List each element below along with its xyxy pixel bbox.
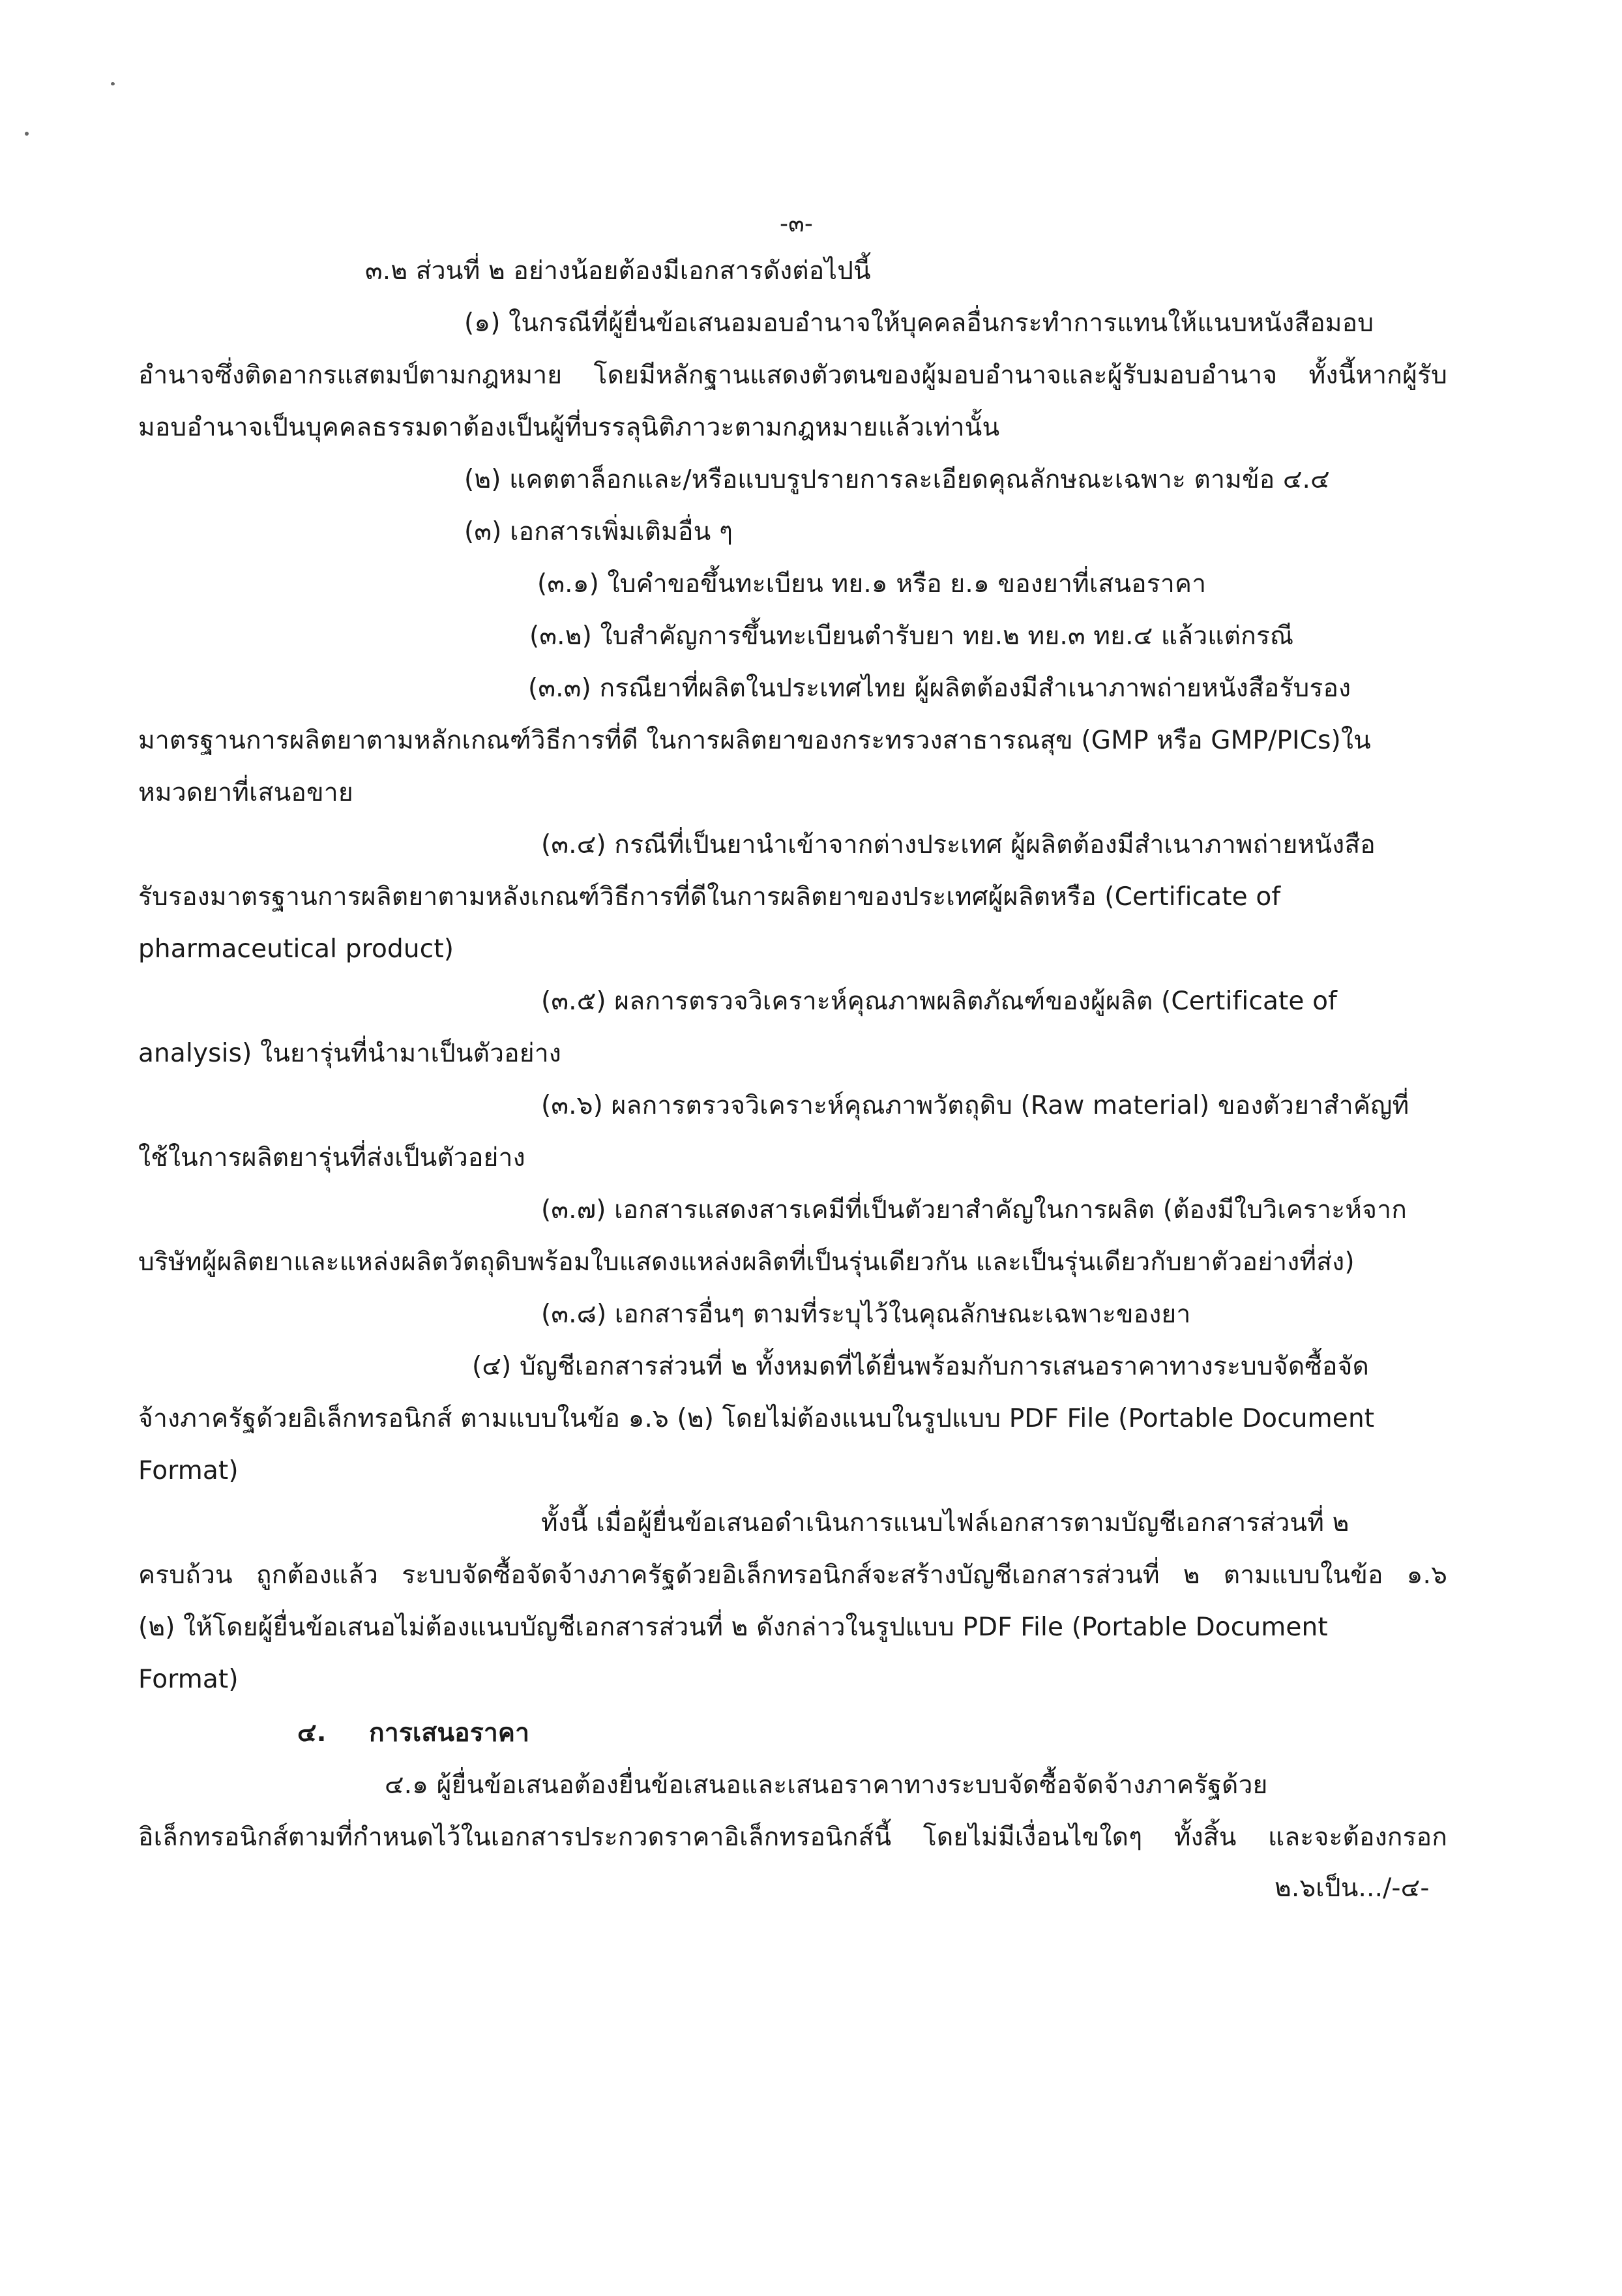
sub-3-5-line-2: analysis) ในยารุ่นที่นำมาเป็นตัวอย่าง — [138, 1039, 561, 1068]
sub-3-2: (๓.๒) ใบสำคัญการขึ้นทะเบียนตำรับยา ทย.๒ ทย.๓ ทย.๔ แล้วแต่กรณี — [529, 621, 1294, 651]
sub-3-3-line-1: (๓.๓) กรณียาที่ผลิตในประเทศไทย ผู้ผลิตต้องมีสำเนาภาพถ่ายหนังสือรับรอง — [528, 674, 1351, 703]
note-line-3: (๒) ให้โดยผู้ยื่นข้อเสนอไม่ต้องแนบบัญชีเอกสารส่วนที่ ๒ ดังกล่าวในรูปแบบ PDF File (Portable Document — [138, 1613, 1328, 1642]
note-line-1: ทั้งนี้ เมื่อผู้ยื่นข้อเสนอดำเนินการแนบไฟล์เอกสารตามบัญชีเอกสารส่วนที่ ๒ — [541, 1508, 1349, 1538]
footer-continuation: ๒.๖เป็น.../-๔- — [1275, 1873, 1430, 1903]
sub-4-1-line-1: ๔.๑ ผู้ยื่นข้อเสนอต้องยื่นข้อเสนอและเสนอราคาทางระบบจัดซื้อจัดจ้างภาครัฐด้วย — [385, 1770, 1268, 1800]
section-4-title: การเสนอราคา — [369, 1718, 530, 1748]
item-1-line-1: (๑) ในกรณีที่ผู้ยื่นข้อเสนอมอบอำนาจให้บุคคลอื่นกระทำการแทนให้แนบหนังสือมอบ — [464, 308, 1374, 338]
item-3: (๓) เอกสารเพิ่มเติมอื่น ๆ — [464, 517, 733, 546]
item-2: (๒) แคตตาล็อกและ/หรือแบบรูปรายการละเอียดคุณลักษณะเฉพาะ ตามข้อ ๔.๔ — [464, 465, 1330, 494]
item-4-line-2: จ้างภาครัฐด้วยอิเล็กทรอนิกส์ ตามแบบในข้อ ๑.๖ (๒) โดยไม่ต้องแนบในรูปแบบ PDF File (Portable Document — [138, 1404, 1375, 1433]
sub-3-5-line-1: (๓.๕) ผลการตรวจวิเคราะห์คุณภาพผลิตภัณฑ์ของผู้ผลิต (Certificate of — [541, 987, 1338, 1016]
sub-3-6-line-2: ใช้ในการผลิตยารุ่นที่ส่งเป็นตัวอย่าง — [138, 1143, 525, 1172]
sub-3-6-line-1: (๓.๖) ผลการตรวจวิเคราะห์คุณภาพวัตถุดิบ (Raw material) ของตัวยาสำคัญที่ — [541, 1091, 1409, 1120]
note-line-4: Format) — [138, 1665, 239, 1694]
sub-4-1-line-2: อิเล็กทรอนิกส์ตามที่กำหนดไว้ในเอกสารประกวดราคาอิเล็กทรอนิกส์นี้ โดยไม่มีเงื่อนไขใดๆ ทั้งสิ้น และจะต้องกรอก — [138, 1823, 1447, 1852]
sub-3-3-line-3: หมวดยาที่เสนอขาย — [138, 778, 353, 807]
scan-speck — [25, 132, 29, 136]
item-4-line-1: (๔) บัญชีเอกสารส่วนที่ ๒ ทั้งหมดที่ได้ยื่นพร้อมกับการเสนอราคาทางระบบจัดซื้อจัด — [472, 1352, 1370, 1381]
page-number: -๓- — [780, 211, 814, 237]
section-3-2-heading: ๓.๒ ส่วนที่ ๒ อย่างน้อยต้องมีเอกสารดังต่อไปนี้ — [365, 256, 871, 286]
sub-3-4-line-1: (๓.๔) กรณีที่เป็นยานำเข้าจากต่างประเทศ ผู้ผลิตต้องมีสำเนาภาพถ่ายหนังสือ — [541, 830, 1376, 859]
item-4-line-3: Format) — [138, 1456, 239, 1485]
sub-3-3-line-2: มาตรฐานการผลิตยาตามหลักเกณฑ์วิธีการที่ดี ในการผลิตยาของกระทรวงสาธารณสุข (GMP หรือ GMP/PICs)ใน — [138, 726, 1371, 755]
sub-3-8: (๓.๘) เอกสารอื่นๆ ตามที่ระบุไว้ในคุณลักษณะเฉพาะของยา — [541, 1300, 1191, 1329]
section-4-number: ๔. — [297, 1718, 327, 1748]
sub-3-4-line-2: รับรองมาตรฐานการผลิตยาตามหลังเกณฑ์วิธีการที่ดีในการผลิตยาของประเทศผู้ผลิตหรือ (Certificate of — [138, 882, 1281, 912]
item-1-line-2: อำนาจซึ่งติดอากรแสตมป์ตามกฎหมาย โดยมีหลักฐานแสดงตัวตนของผู้มอบอำนาจและผู้รับมอบอำนาจ ทั้งนี้หากผู้รับ — [138, 361, 1447, 390]
note-line-2: ครบถ้วน ถูกต้องแล้ว ระบบจัดซื้อจัดจ้างภาครัฐด้วยอิเล็กทรอนิกส์จะสร้างบัญชีเอกสารส่วนที่ ๒ ตามแบบในข้อ ๑.๖ — [138, 1560, 1447, 1590]
sub-3-1: (๓.๑) ใบคำขอขึ้นทะเบียน ทย.๑ หรือ ย.๑ ของยาที่เสนอราคา — [537, 569, 1207, 599]
sub-3-7-line-1: (๓.๗) เอกสารแสดงสารเคมีที่เป็นตัวยาสำคัญในการผลิต (ต้องมีใบวิเคราะห์จาก — [541, 1195, 1407, 1225]
sub-3-7-line-2: บริษัทผู้ผลิตยาและแหล่งผลิตวัตถุดิบพร้อมใบแสดงแหล่งผลิตที่เป็นรุ่นเดียวกัน และเป็นรุ่นเดียวกับยาตัวอย่างที่ส่ง) — [138, 1247, 1355, 1277]
item-1-line-3: มอบอำนาจเป็นบุคคลธรรมดาต้องเป็นผู้ที่บรรลุนิติภาวะตามกฎหมายแล้วเท่านั้น — [138, 413, 1000, 442]
scan-speck — [111, 82, 115, 85]
sub-3-4-line-3: pharmaceutical product) — [138, 934, 454, 964]
